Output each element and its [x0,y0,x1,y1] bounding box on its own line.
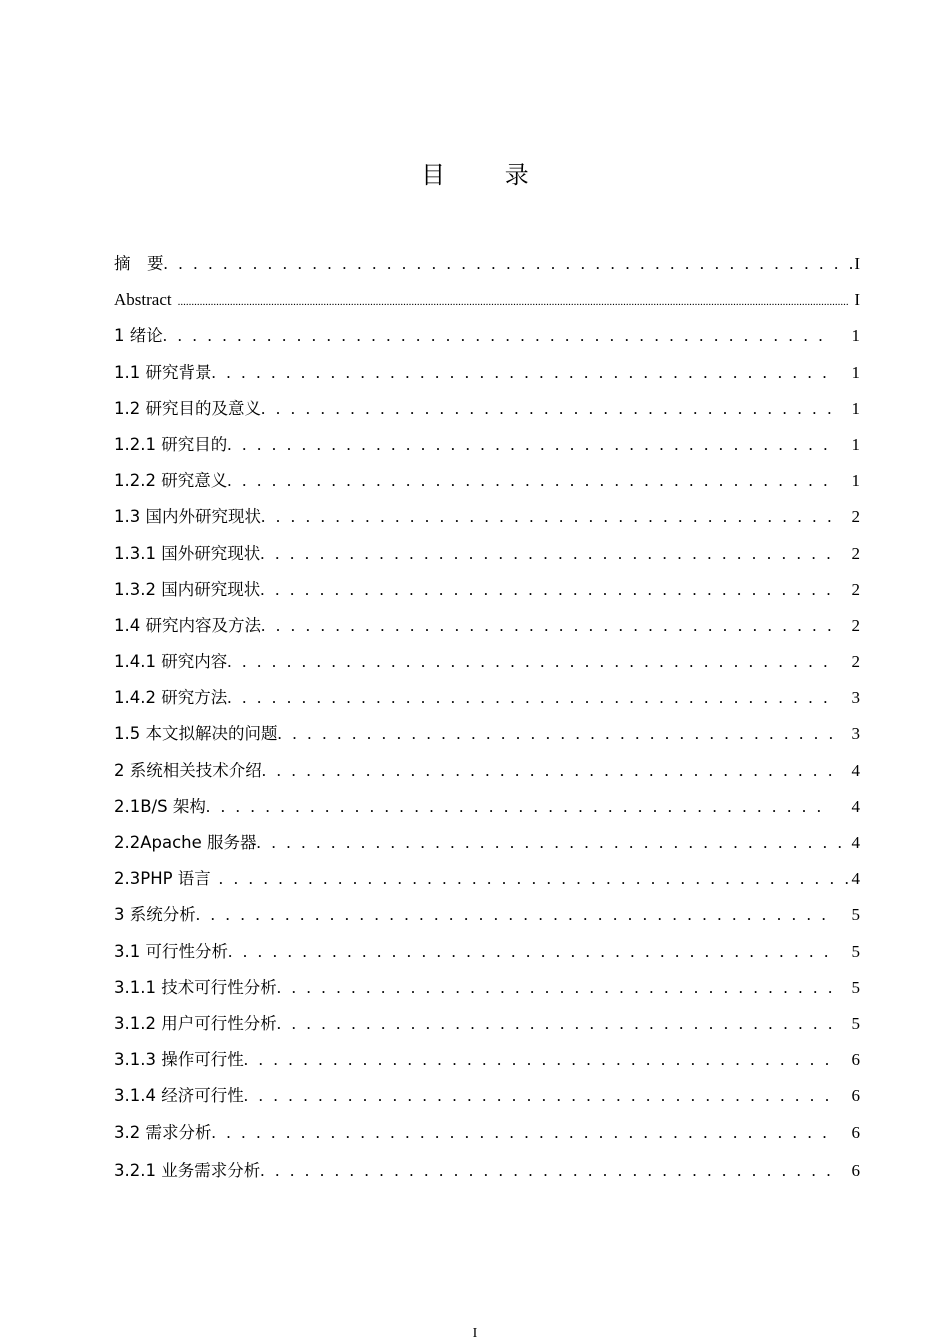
toc-leader-dots [262,753,832,789]
toc-entry-page: 1 [851,362,860,382]
toc-leader-dots [212,355,833,391]
toc-leader-dots [244,1078,832,1114]
toc-leader-dots [260,536,832,572]
toc-entry-page: 3 [851,688,860,708]
toc-entry-1-4-2[interactable] [114,680,860,716]
toc-entry-page: 4 [851,796,860,816]
toc-leader-dots [227,463,832,499]
toc-entry-label: 1.4 研究内容及方法 [114,615,261,635]
toc-entry-3-2[interactable] [114,1115,860,1151]
toc-leader-dots [212,1115,833,1151]
toc-leader-dots [244,1042,832,1078]
toc-entry-label: 1.3.2 国内研究现状 [114,579,261,599]
toc-entry-chapter-1[interactable] [114,318,860,354]
toc-entry-1-2-1[interactable] [114,427,860,463]
toc-entry-label: 1.2.2 研究意义 [114,471,228,491]
toc-entry-page: 2 [851,615,860,635]
toc-entry-page: I [854,254,860,273]
toc-entry-page: 6 [851,1122,860,1142]
toc-entry-page: 4 [851,833,860,852]
toc-leader-dots [228,934,832,970]
toc-entry-page: 6 [851,1160,860,1180]
toc-entry-chapter-2[interactable] [114,753,860,789]
toc-entry-page: 4 [851,869,860,889]
toc-leader-dots [277,1006,832,1042]
toc-entry-page: 2 [851,579,860,599]
toc-entry-page: 5 [851,1013,860,1033]
toc-leader-dots [261,499,832,535]
toc-entry-label: 摘 要 [114,254,164,273]
toc-entry-label: Abstract [114,290,172,310]
toc-entry-label: 2.2Apache 服务器 [114,833,257,852]
toc-entry-page: 5 [851,941,860,961]
table-of-contents [114,246,860,1189]
toc-entry-label: 3.2 需求分析 [114,1122,212,1142]
toc-entry-1-2-2[interactable] [114,463,860,499]
toc-leader-dots [219,861,850,897]
toc-entry-page: 2 [851,543,860,563]
toc-entry-3-1-2[interactable] [114,1006,860,1042]
toc-leader-dots [260,1153,832,1189]
toc-entry-label: 1.3 国内外研究现状 [114,507,261,527]
toc-entry-label: 1.1 研究背景 [114,362,212,382]
toc-entry-1-3-2[interactable] [114,572,860,608]
toc-entry-1-3[interactable] [114,499,860,535]
toc-entry-label: 2.3PHP 语言 [114,869,211,889]
toc-leader-dots [257,825,850,861]
toc-entry-page: 1 [851,471,860,491]
toc-entry-label: 1 绪论 [114,326,163,346]
toc-leader-dots [164,246,853,282]
toc-leader-dots [196,897,832,933]
toc-leader-dots [178,284,849,320]
toc-entry-3-1-4[interactable] [114,1078,860,1114]
toc-entry-3-2-1[interactable] [114,1153,860,1189]
toc-entry-label: 1.3.1 国外研究现状 [114,543,261,563]
toc-entry-label: 3.1.3 操作可行性 [114,1050,244,1070]
toc-entry-abstract-en[interactable] [114,282,860,318]
toc-entry-label: 3.1.2 用户可行性分析 [114,1013,277,1033]
toc-entry-label: 1.2.1 研究目的 [114,434,228,454]
toc-entry-label: 3.2.1 业务需求分析 [114,1160,261,1180]
toc-entry-label: 3 系统分析 [114,905,196,925]
toc-entry-label: 1.4.1 研究内容 [114,652,228,672]
toc-leader-dots [261,608,832,644]
toc-entry-label: 1.4.2 研究方法 [114,688,228,708]
toc-entry-1-4[interactable] [114,608,860,644]
toc-leader-dots [163,318,832,354]
toc-entry-page: 2 [851,652,860,672]
toc-entry-page: 2 [851,507,860,527]
toc-entry-1-3-1[interactable] [114,536,860,572]
toc-entry-page: 5 [851,977,860,997]
toc-entry-page: 6 [851,1086,860,1106]
toc-entry-page: 1 [851,434,860,454]
toc-leader-dots [260,572,832,608]
toc-entry-page: 1 [851,398,860,418]
toc-leader-dots [227,680,832,716]
toc-entry-page: 5 [851,905,860,925]
toc-entry-label: 1.2 研究目的及意义 [114,398,261,418]
toc-entry-page: 1 [851,326,860,346]
toc-entry-1-2[interactable] [114,391,860,427]
toc-entry-page: I [854,290,860,310]
toc-entry-1-5[interactable] [114,716,860,752]
toc-entry-label: 3.1.4 经济可行性 [114,1086,244,1106]
toc-entry-page: 6 [851,1050,860,1070]
toc-entry-3-1[interactable] [114,934,860,970]
toc-leader-dots [261,391,832,427]
toc-entry-1-4-1[interactable] [114,644,860,680]
toc-entry-page: 4 [851,760,860,780]
toc-entry-label: 3.1 可行性分析 [114,941,228,961]
toc-leader-dots [206,789,832,825]
toc-entry-3-1-3[interactable] [114,1042,860,1078]
toc-entry-page: 3 [851,724,860,744]
toc-entry-label: 2 系统相关技术介绍 [114,760,262,780]
toc-leader-dots [227,427,832,463]
footer-page-number: I [472,1326,478,1341]
toc-entry-1-1[interactable] [114,355,860,391]
toc-entry-2-3[interactable] [114,861,860,897]
toc-entry-3-1-1[interactable] [114,970,860,1006]
toc-entry-label: 3.1.1 技术可行性分析 [114,977,277,997]
toc-entry-2-2[interactable] [114,825,860,861]
toc-leader-dots [227,644,832,680]
toc-entry-2-1[interactable] [114,789,860,825]
toc-entry-label: 1.5 本文拟解决的问题 [114,724,278,744]
page-title: 目 录 [421,161,555,189]
toc-entry-label: 2.1B/S 架构 [114,796,206,816]
toc-leader-dots [277,970,832,1006]
toc-entry-abstract-cn[interactable] [114,246,860,282]
toc-entry-chapter-3[interactable] [114,897,860,933]
toc-leader-dots [278,716,833,752]
